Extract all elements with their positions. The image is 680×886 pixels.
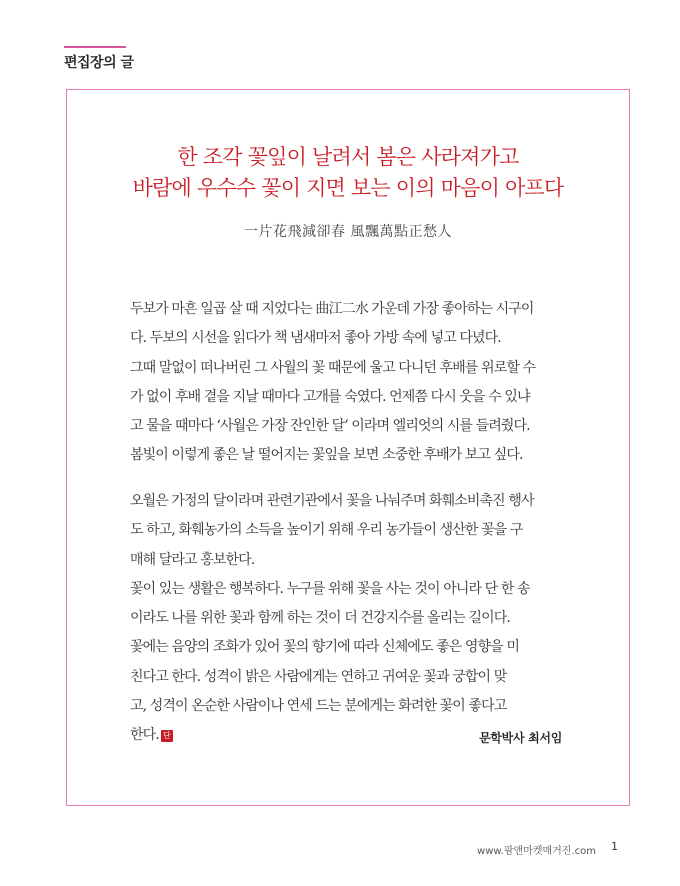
subtitle-poem: 一片花飛減卻春 風飄萬點正愁人	[244, 224, 452, 240]
text-line: 그때 말없이 떠나버린 그 사월의 꽃 때문에 울고 다니던 후배를 위로할 수	[130, 359, 536, 376]
text-line: 오월은 가정의 달이라며 관련기관에서 꽃을 나눠주며 화훼소비촉진 행사	[130, 493, 534, 509]
text-line: 봄빛이 이렇게 좋은 날 떨어지는 꽃잎을 보면 소중한 후배가 보고 싶다.	[130, 447, 523, 464]
author-signature: 문학박사 최서임	[479, 731, 562, 745]
paragraph-2	[130, 487, 562, 751]
text-line: 고 물을 때마다 ‘사월은 가장 잔인한 달’ 이라며 엘리엇의 시를 들려줬다.	[130, 418, 530, 435]
text-line: 이라도 나를 위한 꽃과 함께 하는 것이 더 건강지수를 올리는 길이다.	[130, 610, 510, 627]
text-line: 꽃이 있는 생활은 행복하다. 누구를 위해 꽃을 사는 것이 아니라 단 한 송	[130, 580, 530, 597]
text-line: 고, 성격이 온순한 사람이나 연세 드는 분에게는 화려한 꽃이 좋다고	[130, 698, 507, 715]
section-rule	[64, 46, 126, 48]
text-line: 친다고 한다. 성격이 밝은 사람에게는 연하고 귀여운 꽃과 궁합이 맞	[130, 668, 507, 685]
seal-stamp-icon: 단	[161, 730, 173, 742]
text-line: 꽃에는 음양의 조화가 있어 꽃의 향기에 따라 신체에도 좋은 영향을 미	[130, 639, 519, 656]
text-line: 두보가 마흔 일곱 살 때 지었다는 曲江二水 가운데 가장 좋아하는 시구이	[130, 301, 534, 317]
headline-line-2: 바람에 우수수 꽃이 지면 보는 이의 마음이 아프다	[132, 176, 564, 200]
text-line-end: 한다.	[130, 727, 159, 744]
text-line: 가 없이 후배 곁을 지날 때마다 고개를 숙였다. 언제쯤 다시 웃을 수 있냐	[130, 388, 530, 405]
page-number: 1	[611, 840, 618, 853]
headline-line-1: 한 조각 꽃잎이 날려서 봄은 사라져가고	[177, 145, 519, 169]
text-line: 도 하고, 화훼농가의 소득을 높이기 위해 우리 농가들이 생산한 꽃을 구	[130, 522, 523, 539]
paragraph-1	[130, 295, 562, 471]
text-line: 매해 달라고 홍보한다.	[130, 551, 255, 568]
footer-url[interactable]: www.팜앤마켓매거진.com	[477, 846, 596, 857]
headline	[66, 142, 630, 204]
text-line: 다. 두보의 시선을 읽다가 책 냄새마저 좋아 가방 속에 넣고 다녔다.	[130, 330, 501, 347]
section-label: 편집장의 글	[64, 55, 134, 71]
